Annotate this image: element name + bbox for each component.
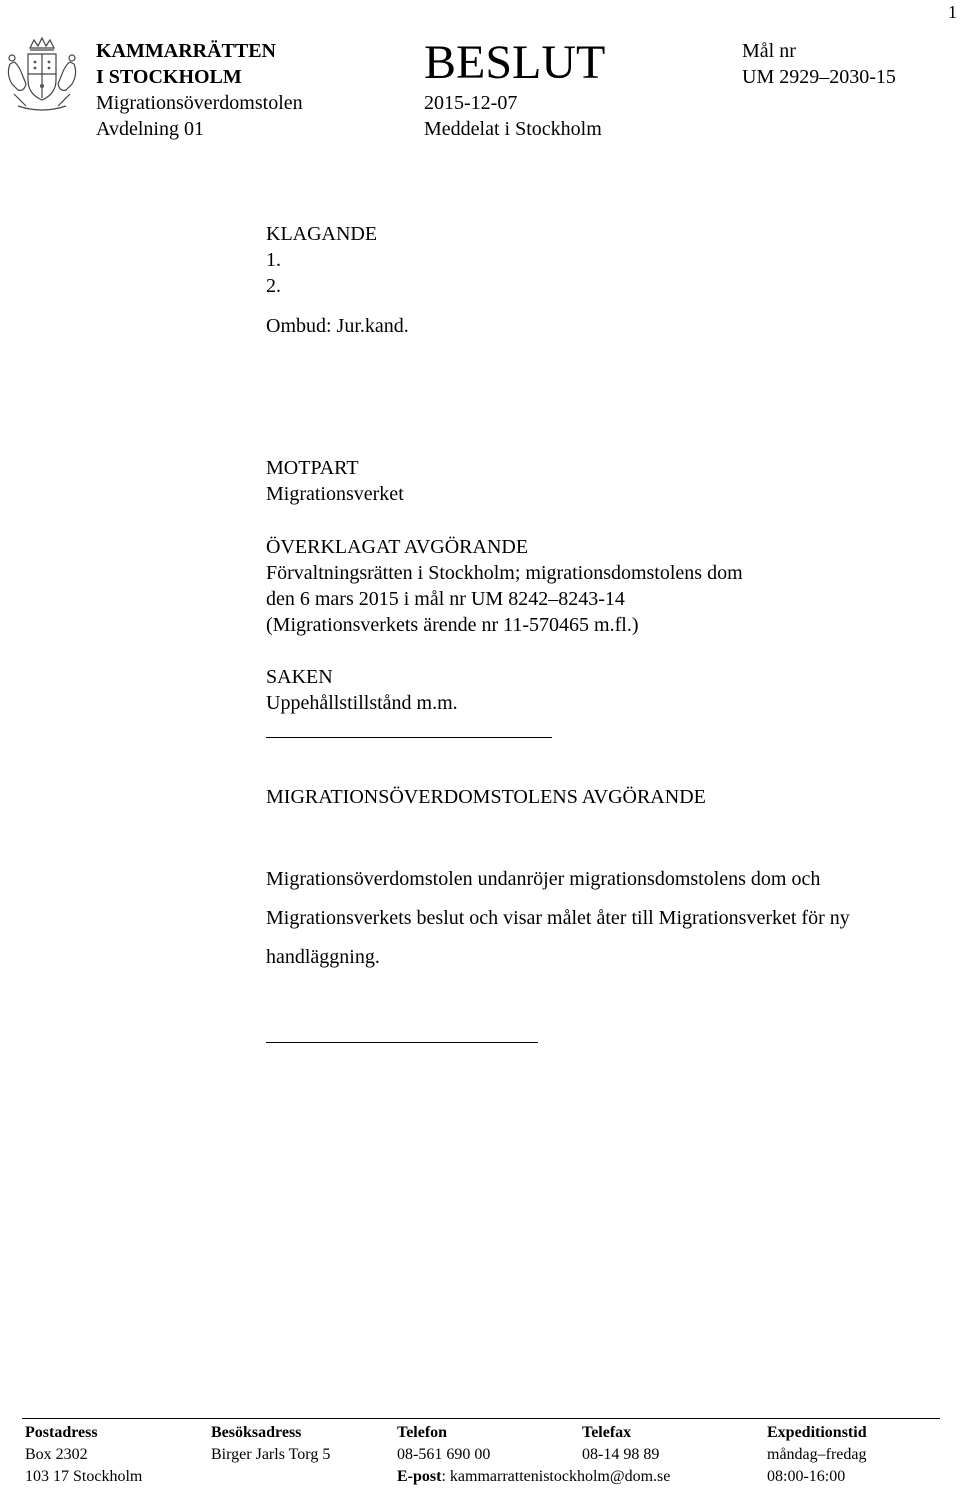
- footer-telefon-label: Telefon: [397, 1424, 448, 1441]
- footer-telefax-line1: 08-14 98 89: [582, 1446, 660, 1463]
- court-name-line2: I STOCKHOLM: [96, 66, 242, 88]
- footer-postadress-line1: Box 2302: [25, 1446, 88, 1463]
- avgorande-text: Migrationsöverdomstolen undanröjer migrationsdomstolens dom och Migrationsverkets beslut och visar målet åter till Migrationsverket för ny handläggning.: [266, 868, 850, 968]
- footer-expeditionstid-line2: 08:00-16:00: [767, 1468, 846, 1485]
- footer-divider: [22, 1418, 940, 1419]
- page-number: 1: [948, 2, 957, 22]
- saken-section: [266, 664, 458, 716]
- overklagat-heading: ÖVERKLAGAT AVGÖRANDE: [266, 536, 529, 558]
- overklagat-line3: (Migrationsverkets ärende nr 11-570465 m.fl.): [266, 614, 639, 636]
- footer-postadress-label: Postadress: [25, 1424, 98, 1441]
- footer-expeditionstid-label: Expeditionstid: [767, 1424, 867, 1441]
- document-location: Meddelat i Stockholm: [424, 118, 602, 140]
- klagande-section: [266, 221, 409, 339]
- motpart-value: Migrationsverket: [266, 483, 404, 505]
- overklagat-line2: den 6 mars 2015 i mål nr UM 8242–8243-14: [266, 588, 625, 610]
- footer-besoksadress: [211, 1422, 330, 1466]
- court-division-name: Migrationsöverdomstolen: [96, 92, 303, 114]
- footer-postadress-line2: 103 17 Stockholm: [25, 1468, 143, 1485]
- footer-email[interactable]: [397, 1466, 670, 1488]
- klagande-item-2: 2.: [266, 275, 281, 297]
- ombud: Ombud: Jur.kand.: [266, 315, 409, 337]
- footer-besoksadress-line1: Birger Jarls Torg 5: [211, 1446, 331, 1463]
- footer-email-label: E-post: [397, 1468, 442, 1485]
- case-number-block: [742, 38, 896, 90]
- coat-of-arms-logo: [4, 34, 80, 114]
- footer-postadress: [25, 1422, 142, 1488]
- divider-line: [266, 737, 552, 738]
- court-division-number: Avdelning 01: [96, 118, 204, 140]
- footer-telefax-label: Telefax: [582, 1424, 632, 1441]
- case-number-value: UM 2929–2030-15: [742, 66, 896, 88]
- document-header: [424, 36, 605, 142]
- footer-expeditionstid-line1: måndag–fredag: [767, 1446, 867, 1463]
- court-name-line1: KAMMARRÄTTEN: [96, 40, 276, 62]
- footer-besoksadress-label: Besöksadress: [211, 1424, 302, 1441]
- motpart-heading: MOTPART: [266, 457, 359, 479]
- saken-heading: SAKEN: [266, 666, 333, 688]
- footer-telefax: [582, 1422, 659, 1466]
- footer-expeditionstid: [767, 1422, 867, 1488]
- klagande-heading: KLAGANDE: [266, 223, 378, 245]
- end-divider-line: [266, 1042, 538, 1043]
- footer-email-value[interactable]: : kammarrattenistockholm@dom.se: [441, 1468, 671, 1485]
- document-title: BESLUT: [424, 36, 606, 89]
- motpart-section: [266, 455, 404, 507]
- saken-value: Uppehållstillstånd m.m.: [266, 692, 458, 714]
- overklagat-section: [266, 534, 743, 638]
- court-name: [96, 38, 303, 142]
- footer-telefon-line1: 08-561 690 00: [397, 1446, 491, 1463]
- document-date: 2015-12-07: [424, 92, 518, 114]
- avgorande-heading: MIGRATIONSÖVERDOMSTOLENS AVGÖRANDE: [266, 786, 706, 808]
- klagande-item-1: 1.: [266, 249, 281, 271]
- case-number-label: Mål nr: [742, 40, 796, 62]
- overklagat-line1: Förvaltningsrätten i Stockholm; migrationsdomstolens dom: [266, 562, 743, 584]
